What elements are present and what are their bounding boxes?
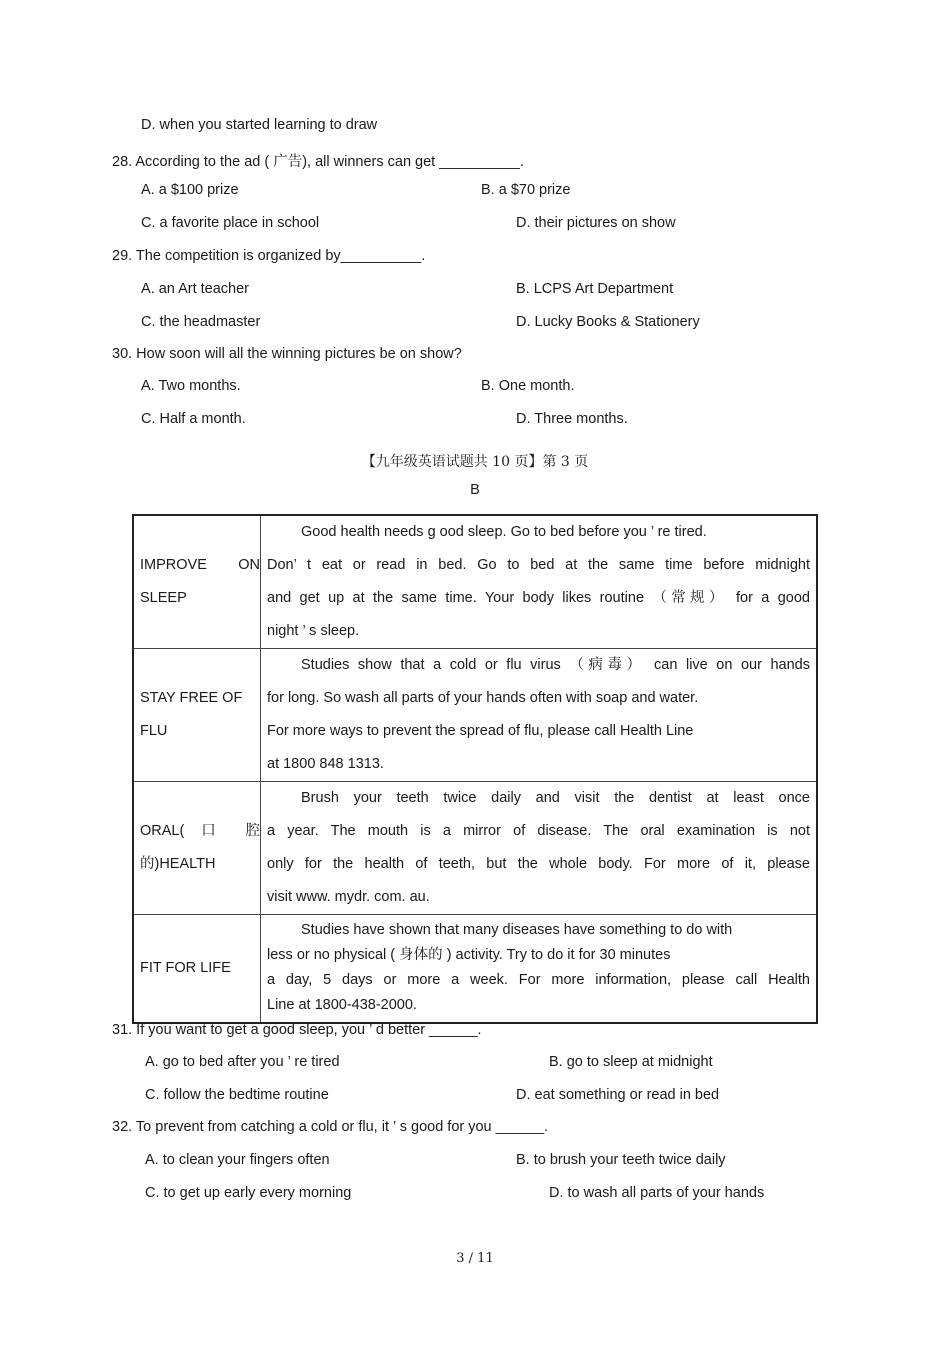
row-label [133, 649, 261, 782]
row-label-line: SLEEP [140, 590, 187, 606]
row-content [261, 782, 818, 915]
q30-option-b: B. One month. [481, 378, 575, 394]
content-line: and get up at the same time. Your body likes routine （常规） for a good [267, 590, 810, 606]
content-line: at 1800 848 1313. [267, 756, 384, 772]
row-content [261, 649, 818, 782]
content-line: for long. So wash all parts of your hands often with soap and water. [267, 690, 699, 706]
row-label-line: IMPROVE ON [140, 557, 260, 573]
q30-stem: 30. How soon will all the winning pictures be on show? [112, 346, 462, 362]
content-line: only for the health of teeth, but the whole body. For more of it, please [267, 856, 810, 872]
content-line: Line at 1800-438-2000. [267, 997, 417, 1014]
row-label [133, 782, 261, 915]
content-line: less or no physical ( 身体的 ) activity. Try to do it for 30 minutes [267, 947, 671, 964]
row-label-line: 的)HEALTH [140, 856, 216, 872]
row-content [261, 915, 818, 1023]
q29-option-a: A. an Art teacher [141, 281, 250, 297]
q29-stem: 29. The competition is organized by__________. [112, 248, 426, 264]
section-label: B [470, 482, 480, 498]
content-line: Don’ t eat or read in bed. Go to bed at the same time before midnight [267, 557, 810, 573]
page-number: 3 / 11 [456, 1251, 494, 1266]
q30-option-d: D. Three months. [516, 411, 628, 427]
q30-option-c: C. Half a month. [141, 411, 246, 427]
q29-option-c: C. the headmaster [141, 314, 261, 330]
q29-option-b: B. LCPS Art Department [516, 281, 674, 297]
q28-stem: 28. According to the ad ( 广告), all winners can get __________. [112, 154, 524, 170]
q29-option-d: D. Lucky Books & Stationery [516, 314, 700, 330]
content-line: night ’ s sleep. [267, 623, 360, 639]
q32-option-a: A. to clean your fingers often [145, 1152, 330, 1168]
q31-option-c: C. follow the bedtime routine [145, 1087, 329, 1103]
row-label-line: FIT FOR LIFE [140, 959, 231, 976]
row-label-line: ORAL( 口 腔 [140, 823, 260, 839]
q27-option-d: D. when you started learning to draw [141, 117, 378, 133]
content-line: Studies have shown that many diseases have something to do with [301, 922, 733, 939]
content-line: a year. The mouth is a mirror of disease. The oral examination is not [267, 823, 810, 839]
q32-stem: 32. To prevent from catching a cold or flu, it ’ s good for you ______. [112, 1119, 549, 1135]
content-line: a day, 5 days or more a week. For more information, please call Health [267, 972, 810, 989]
table-row [133, 915, 817, 1023]
q28-option-b: B. a $70 prize [481, 182, 571, 198]
row-label-line: FLU [140, 723, 168, 739]
table-row [133, 782, 817, 915]
q31-option-b: B. go to sleep at midnight [549, 1054, 713, 1070]
q28-option-a: A. a $100 prize [141, 182, 239, 198]
q32-option-c: C. to get up early every morning [145, 1185, 352, 1201]
q28-option-d: D. their pictures on show [516, 215, 676, 231]
row-label-line: STAY FREE OF [140, 690, 243, 706]
q31-stem: 31. If you want to get a good sleep, you ’ d better ______. [112, 1022, 482, 1038]
content-line: Good health needs g ood sleep. Go to bed before you ’ re tired. [301, 524, 707, 540]
content-line: visit www. mydr. com. au. [267, 889, 430, 905]
page-header: 【九年级英语试题共 10 页】第 3 页 [361, 454, 589, 470]
q31-option-d: D. eat something or read in bed [516, 1087, 720, 1103]
table-row [133, 515, 817, 649]
q30-option-a: A. Two months. [141, 378, 241, 394]
content-line: Brush your teeth twice daily and visit the dentist at least once [301, 790, 810, 806]
q32-option-b: B. to brush your teeth twice daily [516, 1152, 726, 1168]
q31-option-a: A. go to bed after you ’ re tired [145, 1054, 340, 1070]
q32-option-d: D. to wash all parts of your hands [549, 1185, 765, 1201]
q28-option-c: C. a favorite place in school [141, 215, 320, 231]
content-line: For more ways to prevent the spread of flu, please call Health Line [267, 723, 694, 739]
row-content [261, 515, 818, 649]
row-label [133, 515, 261, 649]
health-tips-table [132, 514, 818, 1024]
content-line: Studies show that a cold or flu virus （病毒） can live on our hands [301, 657, 810, 673]
table-row [133, 649, 817, 782]
row-label [133, 915, 261, 1023]
